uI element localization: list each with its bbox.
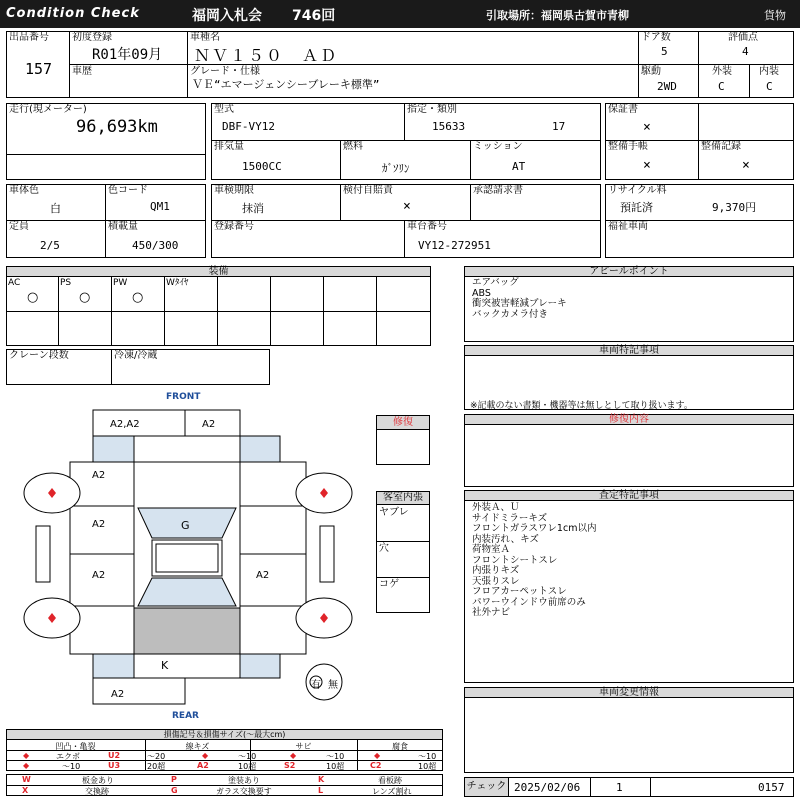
change-title: 車両変更情報: [465, 688, 793, 698]
type-label: 型式: [214, 104, 234, 115]
auction-round: 746回: [292, 8, 336, 24]
legend-cell: 20超: [147, 762, 166, 771]
check-code: 0157: [758, 781, 785, 794]
change-box: [464, 687, 794, 773]
damage-mark-rear-bumper: A2: [111, 689, 125, 700]
code-l: L: [318, 786, 324, 795]
equipment-title: 装備: [7, 267, 430, 277]
assessment-line: 荷物室Ａ: [472, 544, 511, 555]
grade-value: ＶＥ“エマージェンシーブレーキ標準”: [192, 78, 380, 91]
recycle-label: リサイクル料: [608, 185, 667, 196]
lot-value: 157: [25, 60, 53, 78]
mission-value: AT: [512, 160, 526, 173]
legend-group-name: 腐食: [392, 742, 408, 751]
appeal-title: アピールポイント: [465, 267, 793, 277]
legend-title: 損傷記号＆損傷サイズ(〜最大cm): [7, 730, 442, 740]
legend-cell: 〜20: [147, 752, 166, 761]
body-color-value: 白: [50, 202, 61, 215]
recycle-amount: 9,370円: [712, 201, 757, 214]
diamond-icon: ◆: [374, 751, 381, 760]
repair-title: 修復内容: [465, 415, 793, 425]
damage-mark-right-rear: A2: [256, 570, 270, 581]
damage-mark-left-fender: A2: [92, 470, 106, 481]
code-k: K: [318, 775, 325, 784]
legend-cell: S2: [284, 761, 296, 770]
rear-label: REAR: [172, 711, 199, 721]
interior-item: 穴: [379, 543, 389, 554]
legend-cell: U3: [108, 761, 121, 770]
interior-item: コゲ: [379, 579, 399, 590]
inspection-box: [211, 184, 601, 258]
assessment-line: 社外ナビ: [472, 607, 511, 618]
pickup-location: 引取場所：福岡県古賀市青柳: [486, 9, 629, 22]
history-label: 車歴: [72, 66, 92, 77]
doors-label: ドア数: [641, 32, 671, 43]
approval-label: 承認請求書: [473, 185, 523, 196]
header-bar: [0, 0, 800, 28]
vehicle-diagram: [0, 400, 376, 710]
legend-cell: 〜10: [418, 752, 437, 761]
equip-ac-mark: ○: [27, 290, 39, 305]
assessment-line: パワーウインドウ前席のみ: [472, 596, 586, 608]
equip-wtire-label: Wﾀｲﾔ: [166, 278, 189, 288]
legend-cell: A2: [197, 761, 209, 770]
damage-mark-front-left: A2,A2: [110, 419, 140, 430]
designation-label: 指定・類別: [407, 104, 457, 115]
drive-label: 駆動: [641, 66, 661, 77]
repair-mark-label: 修復: [377, 416, 429, 430]
first-reg-value: R01年09月: [92, 47, 163, 63]
brand-title: Condition Check: [6, 6, 140, 21]
assessment-line: サイドミラーキズ: [472, 512, 548, 524]
doors-value: 5: [661, 45, 668, 58]
code-x-desc: 交換跡: [85, 787, 109, 796]
capacity-label: 定員: [9, 221, 29, 232]
assessment-line: 内張りキズ: [472, 565, 520, 576]
appeal-line: エアバッグ: [472, 277, 519, 288]
assessment-line: フロントガラスワレ1cm以内: [472, 523, 597, 534]
code-k-desc: 看板跡: [378, 776, 402, 785]
equip-ps-mark: ○: [79, 290, 91, 305]
code-x: X: [22, 786, 29, 795]
inspection-label: 車検期限: [214, 185, 254, 196]
legend-cell: 10超: [418, 762, 437, 771]
liability-value: ×: [403, 199, 411, 214]
exterior-label: 外装: [712, 66, 732, 77]
code-g-desc: ガラス交換要す: [216, 787, 272, 796]
equip-ac-label: AC: [8, 278, 21, 288]
equip-ps-label: PS: [60, 278, 72, 288]
legend-cell: 〜10: [238, 752, 257, 761]
check-date: 2025/02/06: [514, 781, 581, 794]
check-label: チェック: [465, 778, 509, 796]
grade-label: グレード・仕様: [190, 66, 260, 77]
legend-cell: 10超: [326, 762, 345, 771]
legend-group-name: サビ: [295, 742, 312, 751]
damage-mark-windshield: G: [181, 519, 190, 532]
ari-label: 有: [311, 680, 321, 691]
body-color-label: 車体色: [9, 185, 39, 196]
special-title: 車両特記事項: [465, 346, 793, 356]
damage-mark-left-rear-door: A2: [92, 570, 106, 581]
damage-mark-rear-door: K: [161, 659, 169, 672]
fuel-value: ｶﾞｿﾘﾝ: [382, 162, 410, 175]
legend-cell: エクボ: [56, 752, 80, 761]
vehicle-category: 貨物: [764, 9, 786, 22]
code-p-desc: 塗装あり: [228, 776, 260, 785]
damage-mark-front-right: A2: [202, 419, 216, 430]
equip-pw-mark: ○: [132, 290, 144, 305]
code-l-desc: レンズ割れ: [372, 787, 412, 796]
legend-cell: C2: [370, 761, 382, 770]
chassis-label: 車台番号: [407, 221, 447, 232]
designation-value-2: 17: [552, 120, 566, 133]
diamond-icon: ◆: [290, 751, 297, 760]
assessment-line: フロアカーペットスレ: [472, 586, 567, 597]
legend-cell: 10超: [238, 762, 257, 771]
interior-label: 内装: [759, 66, 779, 77]
assessment-line: 内装汚れ、キズ: [472, 533, 539, 545]
damage-mark-left-front-door: A2: [92, 519, 106, 530]
color-code-value: QM1: [150, 200, 170, 213]
model-value: ＮＶ１５０ ＡＤ: [194, 46, 339, 65]
record-value: ×: [742, 158, 750, 173]
load-label: 積載量: [108, 221, 138, 232]
interior-item: ヤブレ: [379, 507, 409, 518]
fuel-label: 燃料: [343, 141, 363, 152]
plate-label: 登録番号: [214, 221, 254, 232]
drive-value: 2WD: [657, 80, 677, 93]
inspection-value: 抹消: [242, 202, 264, 215]
legend-cell: U2: [108, 751, 121, 760]
displacement-label: 排気量: [214, 141, 244, 152]
recycle-status: 預託済: [620, 201, 653, 214]
mileage-label: 走行(現メーター): [9, 104, 87, 115]
legend-group-name: 線キズ: [185, 742, 210, 751]
diamond-icon: ◆: [202, 751, 209, 760]
legend-group-name: 凹凸・亀裂: [55, 742, 96, 751]
interior-value: C: [766, 80, 773, 93]
assessment-title: 査定特記事項: [465, 491, 793, 501]
manual-value: ×: [643, 158, 651, 173]
assessment-line: フロントシートスレ: [472, 554, 558, 566]
appeal-line: ABS: [472, 287, 491, 299]
appeal-line: 衝突被害軽減ブレーキ: [472, 298, 567, 309]
code-g: G: [171, 786, 178, 795]
appeal-list: [472, 278, 567, 320]
displacement-value: 1500CC: [242, 160, 282, 173]
diamond-icon: ◆: [23, 761, 30, 770]
chassis-value: VY12-272951: [418, 239, 491, 252]
first-reg-label: 初度登録: [72, 32, 112, 43]
front-label: FRONT: [166, 392, 201, 402]
type-value: DBF-VY12: [222, 120, 275, 133]
equip-pw-label: PW: [113, 278, 128, 288]
nashi-label: 無: [328, 680, 338, 691]
freezer-label: 冷凍/冷蔵: [114, 350, 158, 361]
lot-label: 出品番号: [9, 32, 49, 43]
check-num: 1: [616, 781, 623, 794]
mileage-value: 96,693km: [76, 117, 158, 137]
crane-label: クレーン段数: [9, 350, 69, 361]
liability-label: 検付自賠責: [343, 185, 393, 196]
capacity-value: 2/5: [40, 239, 60, 252]
manual-label: 整備手帳: [608, 141, 648, 152]
auction-name: 福岡入札会: [192, 8, 262, 24]
interior-title: 客室内張: [377, 492, 429, 505]
welfare-label: 福祉車両: [608, 221, 648, 232]
color-code-label: 色コード: [108, 185, 148, 196]
record-label: 整備記録: [701, 141, 741, 152]
code-w-desc: 板金あり: [82, 776, 114, 785]
assessment-line: 外装Ａ、Ｕ: [472, 502, 520, 513]
warranty-label: 保証書: [608, 104, 638, 115]
appeal-line: バックカメラ付き: [472, 308, 549, 320]
model-label: 車種名: [190, 32, 220, 43]
mission-label: ミッション: [473, 141, 523, 152]
score-label: 評価点: [728, 32, 758, 43]
score-value: 4: [742, 45, 749, 58]
load-value: 450/300: [132, 239, 179, 252]
assessment-list: [472, 503, 596, 619]
exterior-value: C: [718, 80, 725, 93]
warranty-value: ×: [643, 120, 651, 135]
code-w: W: [22, 775, 31, 784]
legend-cell: 〜10: [62, 762, 81, 771]
special-note: ※記載のない書類・機器等は無しとして取り扱います。: [470, 401, 693, 411]
diamond-icon: ◆: [23, 751, 30, 760]
code-p: P: [171, 775, 177, 784]
assessment-line: 天張りスレ: [472, 575, 520, 587]
designation-value-1: 15633: [432, 120, 466, 133]
legend-cell: 〜10: [326, 752, 345, 761]
